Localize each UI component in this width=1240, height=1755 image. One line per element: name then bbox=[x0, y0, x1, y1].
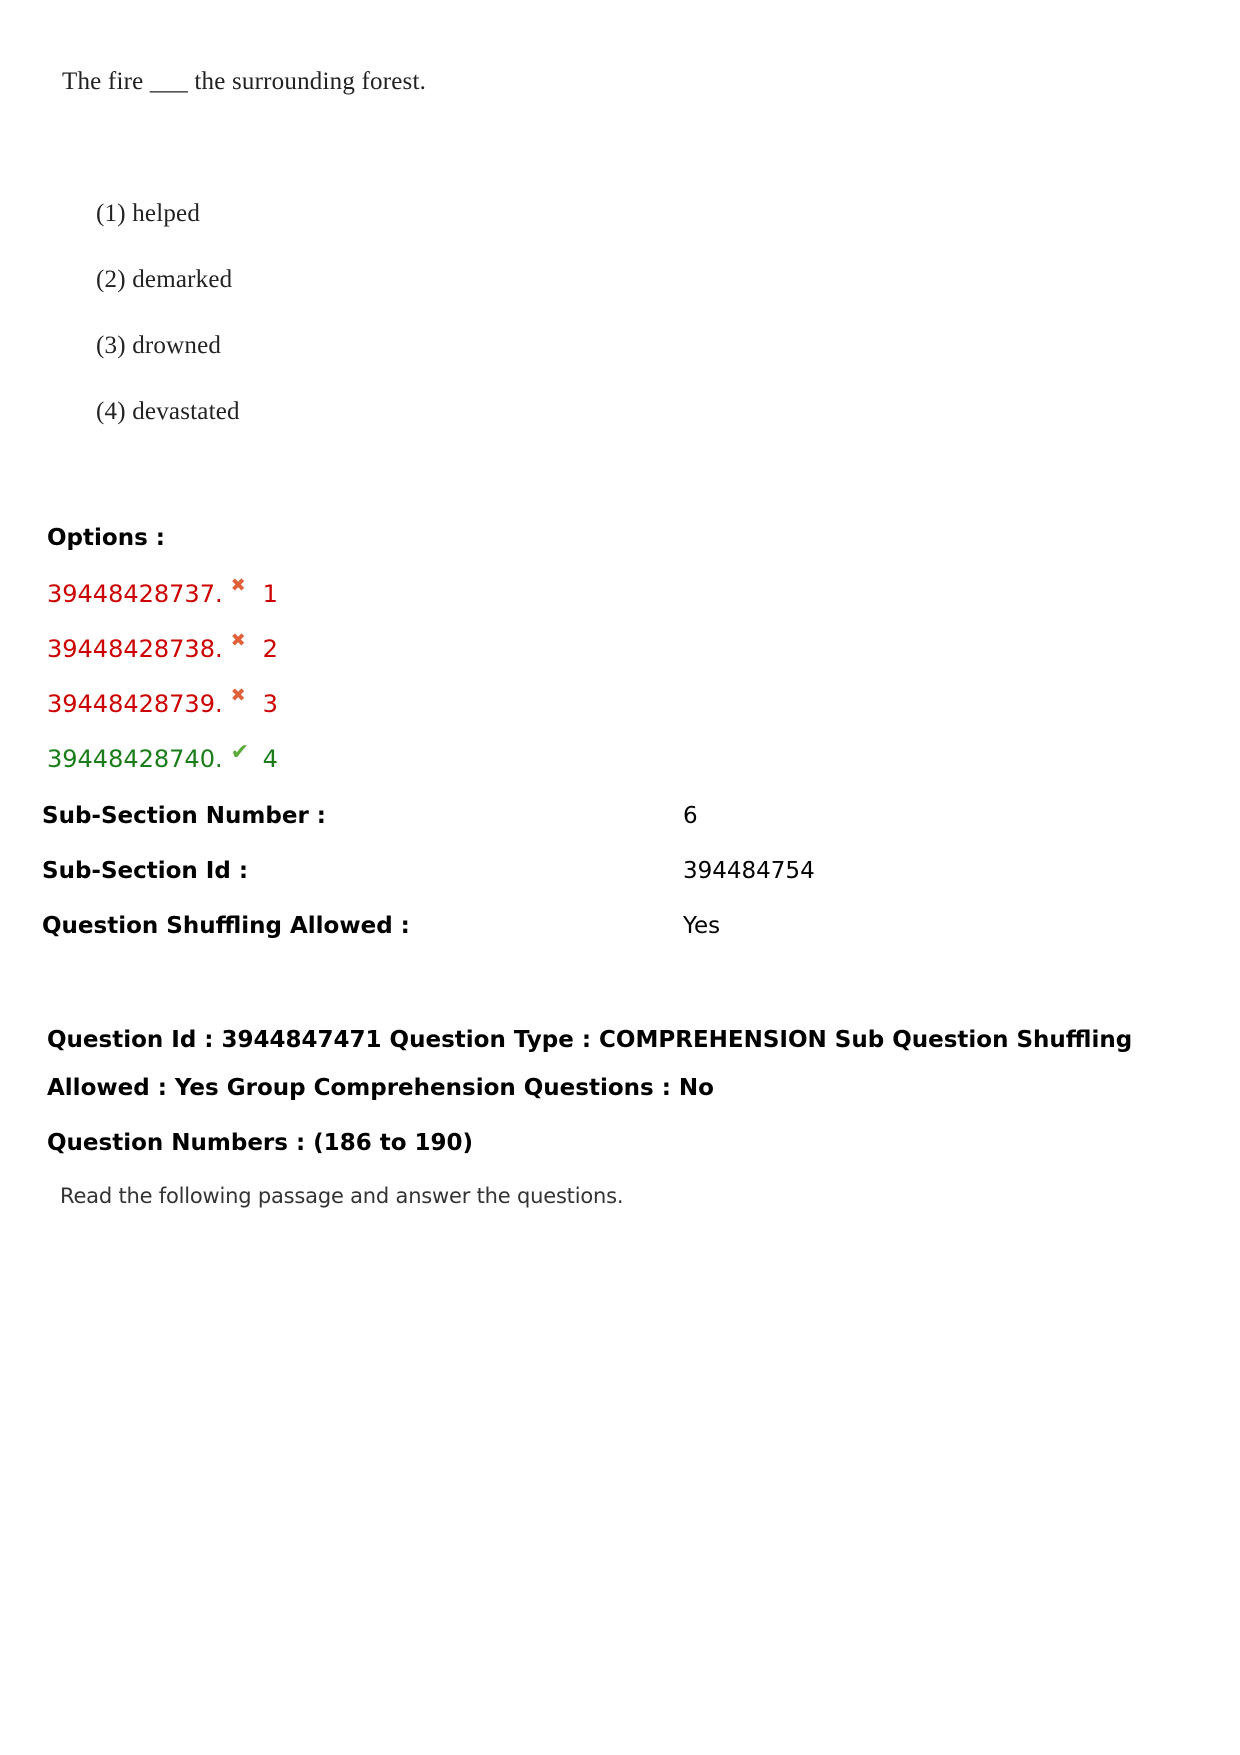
sub-section-id-label: Sub-Section Id : bbox=[42, 858, 249, 884]
option-value: 1 bbox=[262, 580, 278, 608]
option-id: 39448428739. bbox=[47, 690, 223, 718]
cross-icon: ✖ bbox=[230, 685, 246, 706]
options-label: Options : bbox=[47, 525, 165, 551]
option-row bbox=[47, 630, 278, 663]
sub-section-number-value: 6 bbox=[683, 803, 698, 829]
option-value: 2 bbox=[262, 635, 278, 663]
option-row bbox=[47, 685, 278, 718]
passage-intro: Read the following passage and answer the questions. bbox=[60, 1184, 624, 1208]
sub-section-id-value: 394484754 bbox=[683, 858, 815, 884]
check-icon: ✔ bbox=[230, 740, 250, 765]
question-choice-2: (2) demarked bbox=[96, 266, 233, 293]
question-numbers: Question Numbers : (186 to 190) bbox=[47, 1130, 474, 1156]
question-shuffling-label: Question Shuffling Allowed : bbox=[42, 913, 410, 939]
question-choice-3: (3) drowned bbox=[96, 332, 222, 359]
option-id: 39448428740. bbox=[47, 745, 223, 773]
option-value: 4 bbox=[262, 745, 278, 773]
option-row-correct bbox=[47, 740, 278, 773]
question-stem: The fire ___ the surrounding forest. bbox=[62, 68, 427, 95]
option-row bbox=[47, 575, 278, 608]
option-id: 39448428737. bbox=[47, 580, 223, 608]
cross-icon: ✖ bbox=[230, 575, 246, 596]
question-info: Question Id : 3944847471 Question Type : COMPREHENSION Sub Question Shuffling Allowed : Yes Group Comprehension Questions : No bbox=[47, 1027, 1133, 1101]
question-shuffling-value: Yes bbox=[683, 913, 721, 939]
sub-section-number-label: Sub-Section Number : bbox=[42, 803, 327, 829]
cross-icon: ✖ bbox=[230, 630, 246, 651]
question-choice-1: (1) helped bbox=[96, 200, 201, 227]
option-value: 3 bbox=[262, 690, 278, 718]
question-choice-4: (4) devastated bbox=[96, 398, 240, 425]
option-id: 39448428738. bbox=[47, 635, 223, 663]
